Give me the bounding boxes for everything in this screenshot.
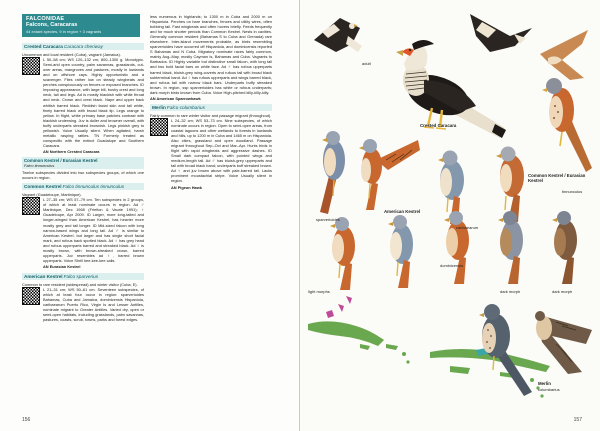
text-column-left bbox=[22, 40, 144, 408]
caption-sparverioides: sparverioides bbox=[316, 217, 340, 222]
page-number-left: 156 bbox=[22, 417, 31, 423]
species-header-merlin bbox=[150, 104, 272, 111]
species-header-crested-caracara bbox=[22, 43, 144, 50]
family-count: 44 extant species, 9 in region + 3 vagrants bbox=[26, 29, 102, 34]
species-text: L 50–58 cm; WS 120–132 cm; 800–1300 g. Monotypic. Semi-arid open country, palm savannas, grasslands, cut-over areas, mangroves and pastures, mostly in lowlands and on offshore cays. Highly opportunistic and a scavenger. Flies rather low on steady wingbeats and perches conspicuously on fences or exposed branches. ID Imposing appearance, with large bill, bushy crest and long neck, tail and legs. Ad is mostly blackish with white throat and neck. Crown and crest black. Nape and upper back whitish barred black. Reddish facial skin and tail white, finely barred black with broad black tip. Legs orange to yellow. In flight, white primary base patches contrast with blackish underwing. Juv is duller and browner overall, with buffy underparts streaked brownish. Legs pinkish grey to yellowish. Voice Usually silent. When agitated, harsh metallic rasping rattles. TN Formerly treated as conspecific with the extinct Guadalupe and Southern Caracara. bbox=[43, 57, 144, 148]
species-latin: Falco columbarius bbox=[166, 104, 205, 110]
american-kestrel-illustration bbox=[320, 131, 345, 214]
caption-columbarius: columbarius bbox=[538, 387, 560, 392]
species-title: American Kestrel bbox=[24, 273, 63, 279]
qr-code-icon[interactable] bbox=[22, 197, 40, 215]
qr-code-icon[interactable] bbox=[150, 118, 168, 136]
species-header-common-kestrel bbox=[22, 183, 144, 190]
subspecies-group-box bbox=[22, 157, 144, 169]
subspecies-group-text: Twelve subspecies divided into two subspecies groups, of which one occurs in region. bbox=[22, 170, 144, 181]
subspecies-group-title: Common Kestrel / Eurasian Kestrel bbox=[24, 157, 98, 163]
subspecies-group-latin: Falco tinnunculus bbox=[24, 163, 55, 169]
american-kestrel-illustration bbox=[496, 147, 524, 223]
species-body bbox=[22, 287, 144, 323]
caption-dark-morph-2: dark morph bbox=[552, 289, 573, 294]
species-status: Vagrant (Guadeloupe, Martinique). bbox=[22, 192, 82, 198]
species-latin: Falco tinnunculus tinnunculus bbox=[62, 184, 125, 190]
species-latin: Caracara cheriway bbox=[63, 44, 103, 49]
caracara-flight-illustration bbox=[314, 18, 362, 52]
species-title: Merlin bbox=[152, 104, 166, 110]
species-body bbox=[22, 57, 144, 155]
american-kestrel-illustration bbox=[388, 215, 413, 288]
caracara-flight-illustration bbox=[470, 14, 532, 52]
family-name: FALCONIDAE bbox=[26, 16, 65, 22]
american-kestrel-illustration bbox=[498, 211, 523, 284]
qr-code-icon[interactable] bbox=[22, 287, 40, 305]
species-title: Crested Caracara bbox=[24, 44, 63, 49]
page-number-right: 157 bbox=[573, 417, 582, 423]
caption-caribaearum: caribaearum bbox=[456, 225, 479, 230]
american-kestrel-illustration bbox=[444, 211, 469, 284]
species-body bbox=[150, 118, 272, 191]
american-kestrel-illustration bbox=[330, 217, 355, 290]
species-status: Common to rare resident (widespread) and winter visitor (Cuba, E). bbox=[22, 281, 138, 287]
text-column-right bbox=[150, 14, 272, 408]
species-alt-name: AN Northern Crested Caracara bbox=[43, 148, 100, 154]
caption-light-morphs: light morphs bbox=[308, 289, 330, 294]
caption-american-kestrel: American Kestrel bbox=[384, 209, 421, 214]
species-text: L 27–35 cm; WS 57–79 cm. Ten subspecies in 2 groups, of which at least nominate occurs in region. Ad ♂ Martinique, Dec 1968 (Frielton & Vaurie 1991); ♀ Guadeloupe, Apr 2009. ID Larger, more long-tailed and longer-winged than American Kestrel, has heavier more mostly grey and tail longer. ID Mid-sized falcon with long narrow-based wings and long tail. Ad ♂ is similar to American Kestrel, but larger and has single short facial mark, and rufous back spotted black. Ad ♀ has grey head and rufous upperparts barred and streaked black. Ad ♀ is mostly brown, with brown-streaked crown, barred upperparts. Juv resembles ad ♀, barred brown upperparts. Voice Shrill kee-kee-kee calls. bbox=[43, 197, 144, 263]
right-page bbox=[300, 0, 600, 431]
bird-plate-illustration bbox=[300, 0, 600, 431]
american-kestrel-illustration bbox=[552, 211, 577, 284]
american-kestrel-illustration bbox=[359, 139, 420, 210]
species-alt-name: AN American Sparrowhawk bbox=[150, 95, 201, 101]
species-text: L 24–32 cm; WS 53–73 cm. Nine subspecies, of which nominate occurs in region. Open to semi-open areas, from coastal lagoons and other wetlands to forests in lowlands and hills, up to 1200 m in Cuba and 1465 m on Hispaniola. Also cities, grassland and open woodland. Passage migrant throughout Sep–Oct and Mar–Apr. Hunts birds in flight with rapid wingbeats and aggressive dashes. ID Small dark compact falcon, with pointed wings and medium-length tail. Ad ♂ has bluish-grey upperparts and tail with broad black band; underparts buff streaked brown. Ad ♀ and juv brown above with pale-barred tail. Lacks prominent moustachial stripe. Voice Usually silent in region. bbox=[171, 117, 272, 184]
range-map-illustration bbox=[308, 296, 550, 398]
caption-merlin: Merlin bbox=[538, 381, 551, 386]
family-subtitle: Falcons, Caracaras bbox=[26, 22, 78, 28]
species-body bbox=[22, 197, 144, 270]
species-status: Fairly common to rare winter visitor and passage migrant (throughout). bbox=[150, 112, 272, 118]
caption-crested-caracara: Crested Caracara bbox=[420, 123, 457, 128]
species-status: Uncommon and local resident (Cuba), vagrant (Jamaica). bbox=[22, 52, 121, 58]
species-header-american-kestrel bbox=[22, 273, 144, 280]
caption-dominicensis: dominicensis bbox=[440, 263, 464, 268]
species-title: Common Kestrel bbox=[24, 184, 62, 190]
caption-tinnunculus: tinnunculus bbox=[562, 189, 583, 194]
caption-common-kestrel: Common Kestrel / Eurasian Kestrel bbox=[528, 173, 586, 183]
species-text: L 21–31 cm; WS 50–61 cm. Seventeen subspecies, of which at least four occur in region: sparverioides Bahamas, Cuba and Jamaica, dominicensis Hispaniola, caribaearum Puerto Rico, Virgin Is and Lesser Antilles, nominate migrant to Greater Antilles. Varied dry, open or semi-open habitats, including grasslands, palm savannas, pastures, coasts, scrub, towns, parks and forest edges. bbox=[43, 287, 144, 323]
common-kestrel-illustration bbox=[542, 78, 592, 172]
caption-dark-morph: dark morph bbox=[500, 289, 521, 294]
species-latin: Falco sparverius bbox=[63, 273, 99, 279]
caption-adult: adult bbox=[362, 61, 371, 66]
family-header bbox=[22, 14, 140, 37]
merlin-illustration bbox=[479, 304, 532, 396]
species-alt-name: AN Pigeon Hawk bbox=[171, 184, 202, 190]
qr-code-icon[interactable] bbox=[22, 57, 40, 75]
kestrel-flight-illustration bbox=[540, 30, 588, 80]
species-text-continued: less numerous in highlands; to 1300 m in Cuba and 2000 m on Hispaniola. Perches on bare branches, fences and utility wires, often bobbing tail. Fast wingbeats and often hovers briefly. Feeds frequently and for much shorter periods than Common Kestrel. Nests in cavities. Generally common resident (Bahamas S to Cuba and Grenada) rare elsewhere. Inter-island movements probable, as birds resembling sparverioides have occurred off Hispaniola, and dominicensis reported S Bahamas and N Cuba. Migratory nominate races fairly common, mainly Aug–May, mostly Cayman Is, Bahamas and Cuba. Vagrants to Barbados. ID Highly variable but distinctive small falcon, with long tail and two bold facial bars on white face. Ad ♂ has rufous upperparts barred black, bluish-grey wing-coverts and rufous tail with broad black subterminal band. Ad ♀ has rufous upperparts and wings barred black, and rufous tail with narrow black bars. Underparts buffy streaked brown. In region, ssp sparverioides has white or rufous underparts; dark morph birds known from Cuba. Voice High-pitched killy-killy-killy. bbox=[150, 14, 272, 95]
species-alt-name: AN Eurasian Kestrel bbox=[43, 263, 81, 269]
